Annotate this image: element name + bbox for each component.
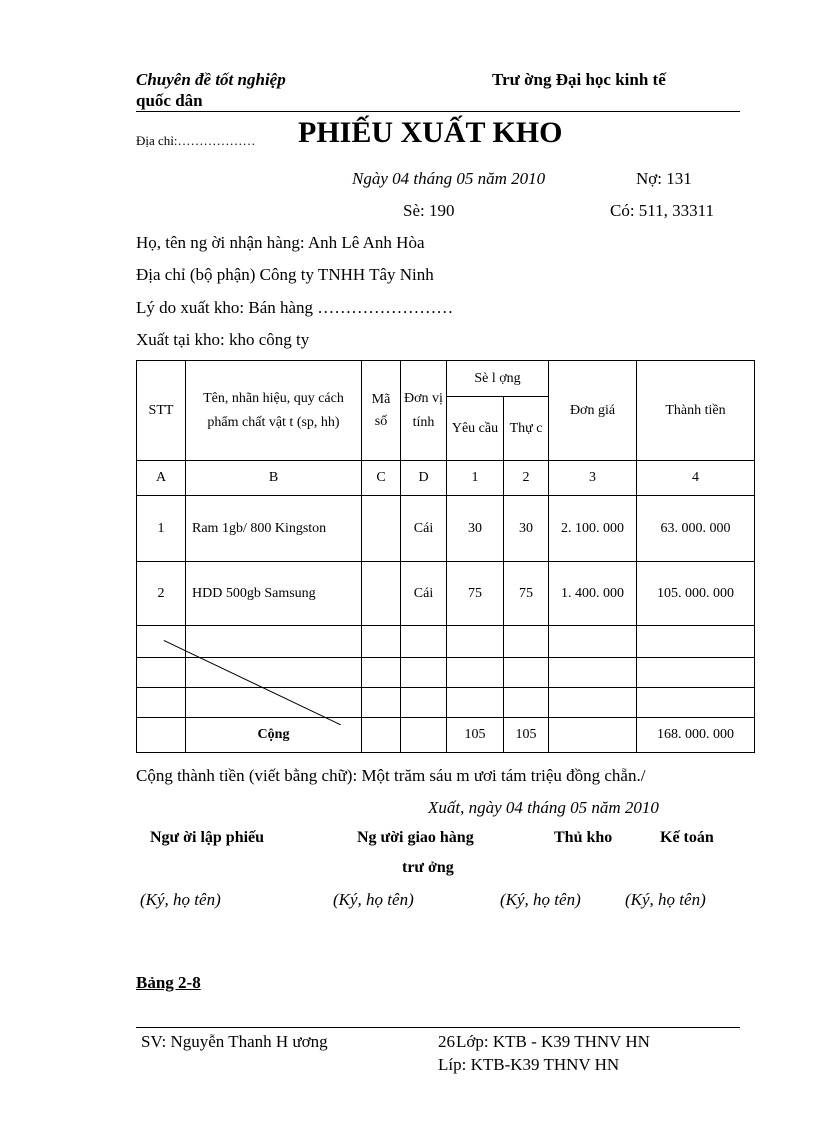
voucher-date: Ngày 04 tháng 05 năm 2010: [352, 169, 546, 188]
total-label: Cộng: [186, 718, 362, 753]
row-requested: 30: [447, 496, 504, 562]
receiver-line: Họ, tên ng ời nhận hàng: Anh Lê Anh Hòa: [136, 233, 425, 252]
address-line: Địa chỉ (bộ phận) Công ty TNHH Tây Ninh: [136, 265, 434, 284]
warehouse-line: Xuất tại kho: kho công ty: [136, 330, 310, 349]
signature-accountant: Kế toán: [660, 829, 714, 846]
page-number: 26: [438, 1032, 455, 1051]
row-unit: Cái: [401, 562, 447, 626]
total-actual: 105: [504, 718, 549, 753]
signature-deliverer-line2: trư ởng: [402, 859, 454, 876]
header-left-subtitle: quốc dân: [136, 91, 203, 110]
signature-deliverer: Ng ười giao hàng: [357, 829, 474, 846]
debit-account: Nợ: 131: [636, 169, 692, 188]
row-name: Ram 1gb/ 800 Kingston: [186, 496, 362, 562]
row-requested: 75: [447, 562, 504, 626]
code-cell: 1: [447, 461, 504, 496]
header-total: Thành tiền: [637, 361, 755, 461]
code-cell: 3: [549, 461, 637, 496]
total-row: [137, 718, 755, 753]
row-code: [362, 496, 401, 562]
table-row: [137, 496, 755, 562]
class-line: Lớp: KTB - K39 THNV HN: [456, 1032, 650, 1051]
address-label: Địa chỉ:………………: [136, 133, 256, 148]
header-price: Đơn giá: [549, 361, 637, 461]
header-requested: Yêu cầu: [447, 397, 504, 461]
sign-hint: (Ký, họ tên): [333, 890, 414, 909]
code-cell: A: [137, 461, 186, 496]
header-stt: STT: [137, 361, 186, 461]
total-amount: 168. 000. 000: [637, 718, 755, 753]
code-cell: D: [401, 461, 447, 496]
row-unit: Cái: [401, 496, 447, 562]
reason-line: Lý do xuất kho: Bán hàng ……………………: [136, 298, 454, 317]
code-cell: 4: [637, 461, 755, 496]
class-line-repeat: Líp: KTB-K39 THNV HN: [438, 1055, 620, 1074]
row-stt: 1: [137, 496, 186, 562]
code-cell: B: [186, 461, 362, 496]
header-code: Mã số: [362, 361, 401, 461]
table-caption: Bảng 2-8: [136, 973, 201, 992]
row-total: 63. 000. 000: [637, 496, 755, 562]
sign-hint: (Ký, họ tên): [625, 890, 706, 909]
header-actual: Thự c: [504, 397, 549, 461]
header-rule: [136, 111, 740, 112]
empty-row: [137, 688, 755, 718]
row-code: [362, 562, 401, 626]
row-actual: 30: [504, 496, 549, 562]
signature-storekeeper: Thủ kho: [554, 829, 613, 846]
header-name: Tên, nhãn hiệu, quy cách phẩm chất vật t (sp, hh): [186, 361, 362, 461]
export-date: Xuất, ngày 04 tháng 05 năm 2010: [428, 798, 659, 817]
sign-hint: (Ký, họ tên): [500, 890, 581, 909]
empty-row: [137, 626, 755, 658]
header-left-title: Chuyên đề tốt nghiệp: [136, 70, 286, 89]
row-name: HDD 500gb Samsung: [186, 562, 362, 626]
header-unit: Đơn vị tính: [401, 361, 447, 461]
sign-hint: (Ký, họ tên): [140, 890, 221, 909]
footer-rule: [136, 1027, 740, 1028]
total-requested: 105: [447, 718, 504, 753]
row-price: 1. 400. 000: [549, 562, 637, 626]
row-actual: 75: [504, 562, 549, 626]
row-stt: 2: [137, 562, 186, 626]
voucher-number: Sè: 190: [403, 201, 455, 220]
header-right-title: Trư ờng Đại học kinh tế: [492, 70, 666, 89]
table-row: [137, 562, 755, 626]
page-title: PHIẾU XUẤT KHO: [298, 116, 563, 149]
row-total: 105. 000. 000: [637, 562, 755, 626]
goods-table: [136, 360, 755, 753]
header-quantity: Sè l ợng: [447, 361, 549, 397]
credit-account: Có: 511, 33311: [610, 201, 715, 220]
row-price: 2. 100. 000: [549, 496, 637, 562]
signature-preparer: Ngư ời lập phiếu: [150, 829, 265, 846]
student-name: SV: Nguyễn Thanh H ương: [141, 1032, 328, 1051]
code-cell: 2: [504, 461, 549, 496]
amount-in-words: Cộng thành tiền (viết bằng chữ): Một trăm sáu m ươi tám triệu đồng chẵn./: [136, 766, 646, 785]
code-cell: C: [362, 461, 401, 496]
